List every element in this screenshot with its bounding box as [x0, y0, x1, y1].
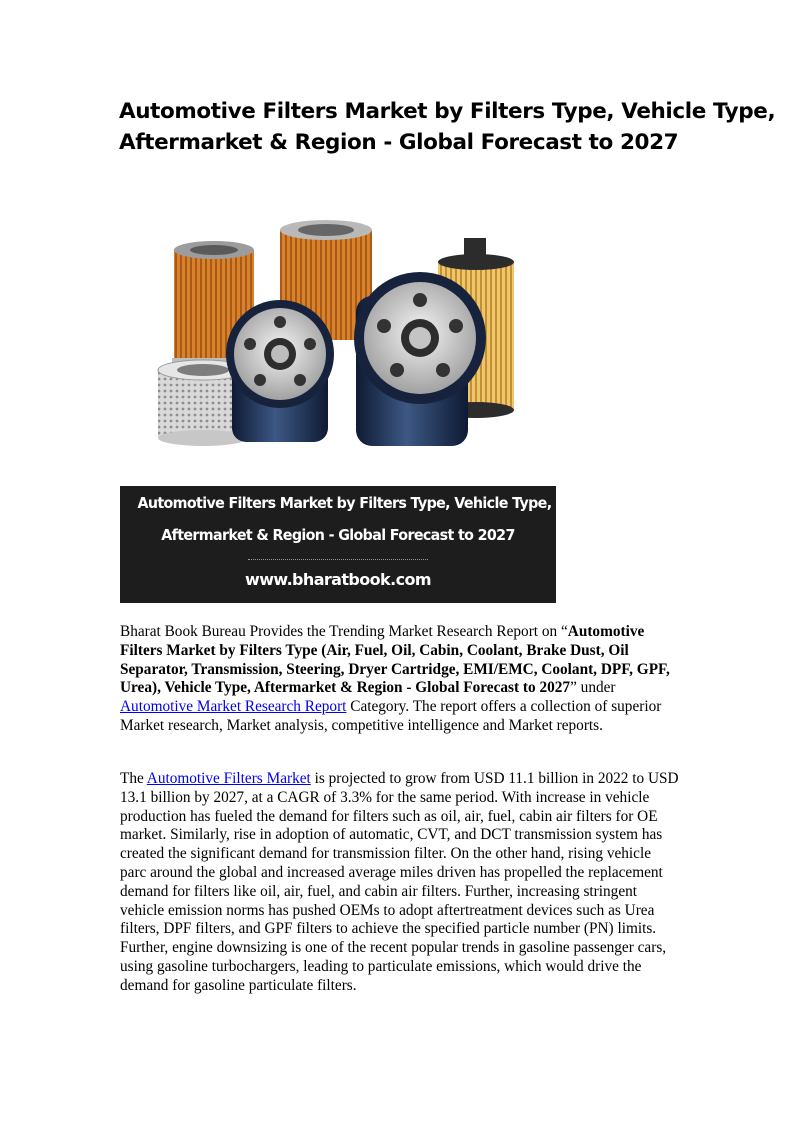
- promo-banner: [120, 486, 556, 603]
- intro-tail: Category. The report offers a collection of superior Market research, Market analysis, competitive intelligence and Market reports.: [120, 698, 662, 734]
- hero-image: [120, 208, 556, 603]
- page-title: [119, 96, 776, 158]
- banner-title-line: Aftermarket & Region - Global Forecast to 2027: [161, 526, 515, 544]
- intro-paragraph: [120, 623, 680, 736]
- market-link[interactable]: Automotive Filters Market: [146, 770, 311, 787]
- oil-filter-right: [354, 272, 486, 446]
- banner-url: www.bharatbook.com: [245, 570, 431, 589]
- market-paragraph: [120, 770, 680, 996]
- title-line: Automotive Filters Market by Filters Type, Vehicle Type,: [119, 99, 776, 124]
- banner-divider: [248, 559, 428, 560]
- title-line: Aftermarket & Region - Global Forecast to 2027: [119, 130, 679, 155]
- report-title: Automotive Filters Market by Filters Type (Air, Fuel, Oil, Cabin, Coolant, Brake Dust, Oil Separator, Transmission, Steering, Dryer Cartridge, EMI/EMC, Coolant, DPF, GPF, Urea), Vehicle Type, Aftermarket & Region - Global Forecast to 2027: [120, 623, 670, 697]
- oil-filter-left: [226, 300, 334, 442]
- filters-photo: [120, 208, 556, 486]
- market-lead: The: [120, 770, 147, 787]
- market-tail: is projected to grow from USD 11.1 billion in 2022 to USD 13.1 billion by 2027, at a CAGR of 3.3% for the same period. With increase in vehicle production has fueled the demand for filters such as oil, air, fuel, cabin air filters for OE market. Similarly, rise in adoption of automatic, CVT, and DCT transmission system has created the significant demand for transmission filter. On the other hand, rising vehicle parc around the global and increased average miles driven has propelled the replacement demand for filters like oil, air, fuel, and cabin air filters. Further, increasing stringent vehicle emission norms has pushed OEMs to adopt aftertreatment devices such as Urea filters, DPF filters, and GPF filters to achieve the specified particle number (PN) limits. Further, engine downsizing is one of the recent popular trends in gasoline passenger cars, using gasoline turbochargers, leading to particulate emissions, which would drive the demand for gasoline particulate filters.: [120, 770, 679, 994]
- intro-connector: ” under: [570, 679, 616, 697]
- category-link[interactable]: Automotive Market Research Report: [120, 698, 347, 716]
- banner-title-line: Automotive Filters Market by Filters Type, Vehicle Type,: [137, 494, 552, 512]
- intro-lead: Bharat Book Bureau Provides the Trending Market Research Report on “: [120, 623, 568, 640]
